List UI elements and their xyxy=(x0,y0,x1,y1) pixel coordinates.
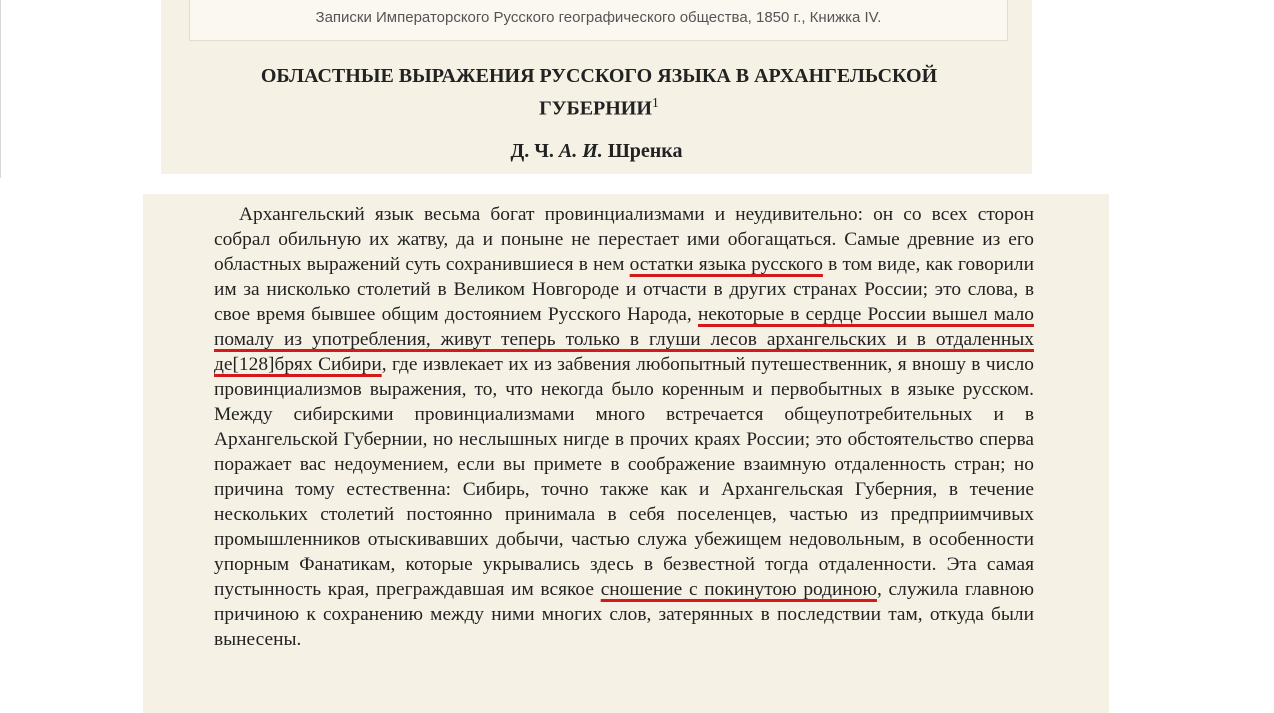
text-segment: Архангельский язык весьма богат провинциализмами и неудивительно: он со всех сторон собрал обильную их жатву, да и поныне не перестает ими обогащаться. Самые древние из его областных выражений суть сохранившиеся в нем xyxy=(214,204,1034,275)
article-authors xyxy=(161,140,1032,163)
highlighted-phrase: остатки языка русского xyxy=(629,254,823,275)
source-citation: Записки Императорского Русского географического общества, 1850 г., Книжка IV. xyxy=(189,0,1008,41)
article-paragraph xyxy=(214,202,1034,652)
article-title xyxy=(201,62,997,123)
highlighted-phrase: некоторые в сердце России вышел мало помалу из употребления, живут теперь только в глуши лесов архангельских и в отдаленных де[128]брях Сибири xyxy=(214,304,1035,375)
author-initials: А. И. xyxy=(558,140,603,162)
left-divider xyxy=(0,0,1,178)
footnote-link[interactable]: 1 xyxy=(651,96,659,111)
article-title-text: ОБЛАСТНЫЕ ВЫРАЖЕНИЯ РУССКОГО ЯЗЫКА В АРХАНГЕЛЬСКОЙ ГУБЕРНИИ xyxy=(260,65,938,120)
author-surname: Шренка xyxy=(602,140,683,162)
article-header xyxy=(161,0,1032,174)
text-segment: , служила главною причиною к сохранению между ними многих слов, затерянных в последствии там, откуда были вынесены. xyxy=(214,579,1034,650)
highlighted-phrase: сношение с покинутою родиною xyxy=(600,579,877,600)
authors-prefix: Д. Ч. xyxy=(510,140,559,162)
text-segment: , где извлекает их из забвения любопытный путешественник, я вношу в число провинциализмов выражения, то, что некогда было коренным и первобытных в языке русском. Между сибирскими провинциализмами много встречается общеупотребительных и в Архангельской Губернии, но неслышных нигде в прочих краях России; это обстоятельство сперва поражает вас недоумением, если вы примете в соображение взаимную отдаленность стран; но причина тому естественна: Сибирь, точно также как и Архангельская Губерния, в течение нескольких столетий постоянно принимала в себя поселенцев, частью из предприимчивых промышленников отыскивавших добычи, частью служа убежищем недовольным, в особенности упорным Фанатикам, которые укрывались здесь в безвестной тогда отдаленности. Эта самая пустынность края, преграждавшая им всякое xyxy=(214,354,1034,600)
text-segment: в том виде, как говорили им за нисколько столетий в Великом Новгороде и отчасти в других странах России; это слова, в свое время бывшее общим достоянием Русского Народа, xyxy=(214,254,1034,325)
article-body xyxy=(143,194,1109,713)
